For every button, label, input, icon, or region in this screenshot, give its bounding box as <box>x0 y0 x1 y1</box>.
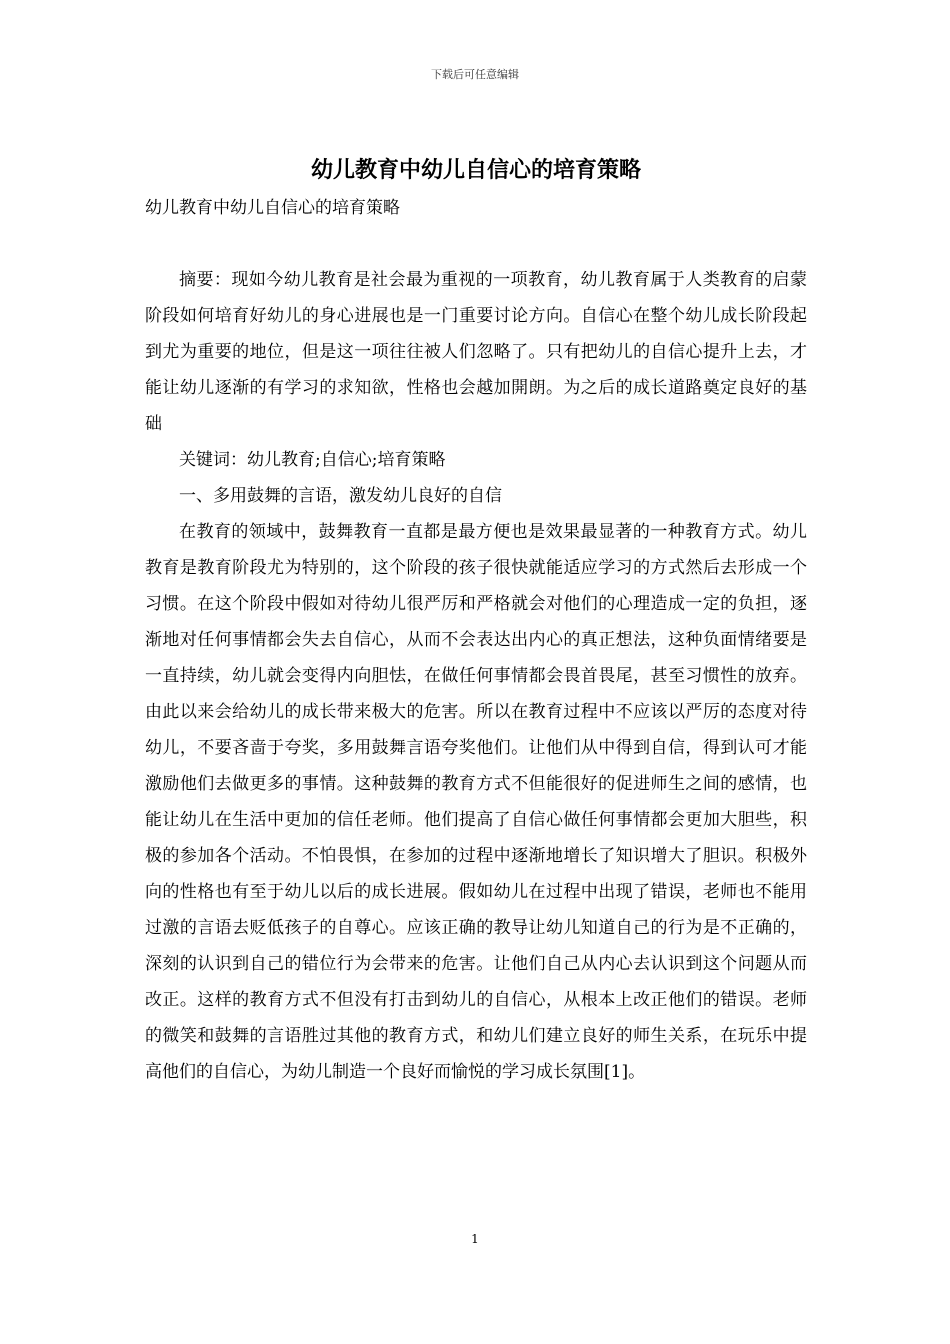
section-heading: 一、多用鼓舞的言语，激发幼儿良好的自信 <box>179 486 502 506</box>
document-title: 幼儿教育中幼儿自信心的培育策略 <box>310 157 641 183</box>
document-subtitle: 幼儿教育中幼儿自信心的培育策略 <box>145 198 400 218</box>
blank-line <box>145 226 807 262</box>
document-body <box>145 150 807 1090</box>
keywords-line: 关键词：幼儿教育;自信心;培育策略 <box>179 450 446 470</box>
abstract-paragraph: 摘要：现如今幼儿教育是社会最为重视的一项教育，幼儿教育属于人类教育的启蒙阶段如何培育好幼儿的身心进展也是一门重要讨论方向。自信心在整个幼儿成长阶段起到尤为重要的地位，但是这一项往往被人们忽略了。只有把幼儿的自信心提升上去，才能让幼儿逐渐的有学习的求知欲，性格也会越加開朗。为之后的成长道路奠定良好的基础 <box>145 270 807 434</box>
page-number: 1 <box>471 1232 479 1246</box>
section-body-paragraph: 在教育的领域中，鼓舞教育一直都是最方便也是效果最显著的一种教育方式。幼儿教育是教育阶段尤为特别的，这个阶段的孩子很快就能适应学习的方式然后去形成一个习惯。在这个阶段中假如对待幼儿很严厉和严格就会对他们的心理造成一定的负担，逐渐地对任何事情都会失去自信心，从而不会表达出内心的真正想法，这种负面情绪要是一直持续，幼儿就会变得内向胆怯，在做任何事情都会畏首畏尾，甚至习惯性的放弃。由此以来会给幼儿的成长带来极大的危害。所以在教育过程中不应该以严厉的态度对待幼儿，不要吝啬于夸奖，多用鼓舞言语夸奖他们。让他们从中得到自信，得到认可才能激励他们去做更多的事情。这种鼓舞的教育方式不但能很好的促进师生之间的感情，也能让幼儿在生活中更加的信任老师。他们提高了自信心做任何事情都会更加大胆些，积极的参加各个活动。不怕畏惧，在参加的过程中逐渐地增长了知识增大了胆识。积极外向的性格也有至于幼儿以后的成长进展。假如幼儿在过程中出现了错误，老师也不能用过激的言语去贬低孩子的自尊心。应该正确的教导让幼儿知道自己的行为是不正确的，深刻的认识到自己的错位行为会带来的危害。让他们自己从内心去认识到这个问题从而改正。这样的教育方式不但没有打击到幼儿的自信心，从根本上改正他们的错误。老师的微笑和鼓舞的言语胜过其他的教育方式，和幼儿们建立良好的师生关系，在玩乐中提高他们的自信心，为幼儿制造一个良好而愉悦的学习成长氛围[1]。 <box>145 522 807 1082</box>
page-header-note: 下载后可任意编辑 <box>431 68 519 81</box>
